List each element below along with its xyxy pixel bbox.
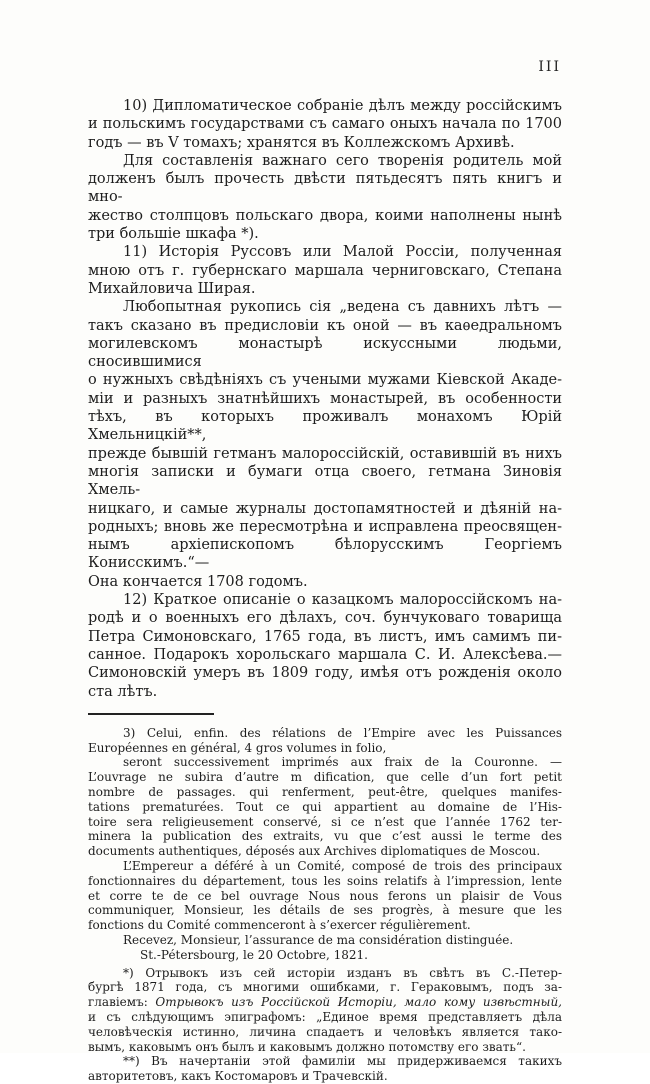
text-line: о нужныхъ свѣдѣніяхъ съ учеными мужами Кіевской Акаде- (88, 372, 562, 389)
text-line: такъ сказано въ предисловіи къ оной — въ каѳедральномъ (88, 317, 562, 334)
text-line: могилевскомъ монастырѣ искуссными людьми, сносившимися (88, 335, 562, 371)
text-line: documents authentiques, déposés aux Archives diplomatiques de Moscou. (88, 844, 541, 859)
text-line: бургѣ 1871 года, съ многими ошибками, г. Гераковымъ, подъ за- (88, 980, 562, 995)
paragraph-item-11 (88, 243, 562, 298)
text-line: тѣхъ, въ которыхъ проживалъ монахомъ Юрій Хмельницкій**, (88, 409, 562, 444)
text-line: человѣческія истинно, личина спадаетъ и человѣкъ является тако- (88, 1024, 562, 1039)
letter-closing-line: Recevez, Monsieur, l’assurance de ma considération distinguée. (123, 932, 514, 947)
text-line: 3) Celui, enfin. des rélations de l’Empire avec les Puissances (123, 725, 562, 740)
text-line: 10) Дипломатическое собраніе дѣлъ между россійскимъ (123, 98, 562, 114)
text-line: 12) Краткое описаніе о казацкомъ малороссійскомъ на- (123, 592, 562, 609)
text-line: ста лѣтъ. (88, 683, 158, 700)
text-line: Для составленія важнаго сего творенія родитель мой (123, 152, 562, 169)
text-line: Européennes en général, 4 gros volumes in folio, (88, 740, 387, 755)
letter-dateline: St.-Pétersbourg, le 20 Octobre, 1821. (140, 947, 368, 962)
text-line: L’Empereur a déféré à un Comité, composé de trois des principaux (123, 858, 562, 873)
text-line: nombre de passages. qui renferment, peut-être, quelques manifes- (88, 784, 562, 799)
text-line: мною отъ г. губернскаго маршала черниговскаго, Степана (88, 262, 562, 279)
text-segment-italic-title: Отрывокъ изъ Россійской Исторіи, мало кому извѣстный, (155, 995, 563, 1010)
text-line: ницкаго, и самые журналы достопамятностей и дѣяній на- (88, 500, 562, 517)
text-line: toire sera religieusement conservé, si ce n’est que l’année 1762 ter- (88, 814, 562, 829)
footnote-separator-rule (88, 713, 214, 715)
paragraph-item-12 (88, 591, 562, 701)
page-number: III (538, 59, 561, 75)
text-line: три большіе шкафа *). (88, 226, 259, 243)
paragraph-item-10-note (88, 152, 562, 243)
text-line (88, 995, 562, 1010)
paragraph-item-11-description (88, 298, 562, 591)
text-line: санное. Подарокъ хорольскаго маршала С. И. Алексѣева.— (88, 646, 562, 663)
text-line: minera la publication des extraits, vu que c’est aussi le terme des (88, 829, 562, 844)
text-line: жество столпцовъ польскаго двора, коими наполнены нынѣ (88, 207, 562, 224)
text-line: и съ слѣдующимъ эпиграфомъ: „Единое время представляетъ дѣла (88, 1009, 562, 1024)
text-line: вымъ, каковымъ онъ былъ и каковымъ должно потомству его звать“. (88, 1039, 526, 1054)
text-line: Любопытная рукопись сія „ведена съ давнихъ лѣтъ — (123, 299, 562, 316)
text-line: нымъ архіепископомъ бѣлорусскимъ Георгіемъ Конисскимъ.“— (88, 537, 562, 572)
text-line: Михайловича Ширая. (88, 280, 256, 297)
text-line: Она кончается 1708 годомъ. (88, 573, 308, 590)
text-line: communiquer, Monsieur, les détails de ses progrès, à mesure que les (88, 903, 562, 918)
text-line: многія записки и бумаги отца своего, гетмана Зиновія Хмель- (88, 463, 562, 499)
text-line: родѣ и о военныхъ его дѣлахъ, соч. бунчуковаго товарища (88, 610, 562, 627)
text-line: авторитетовъ, какъ Костомаровъ и Трачевскій. (88, 1069, 388, 1084)
text-line: родныхъ; вновь же пересмотрѣна и исправлена преосвящен- (88, 518, 562, 535)
text-line: tations prematurées. Tout ce qui appartient au domaine de l’His- (88, 799, 562, 814)
footnote-double-star (88, 1054, 562, 1084)
text-line: прежде бывшій гетманъ малороссійскій, оставившій въ нихъ (88, 445, 562, 462)
text-block (88, 97, 562, 1084)
paragraph-item-10 (88, 97, 562, 152)
text-line: **) Въ начертаніи этой фамиліи мы придерживаемся такихъ (123, 1054, 562, 1069)
text-line: et corre te de ce bel ouvrage Nous nous ferons un plaisir de Vous (88, 888, 562, 903)
text-line: долженъ былъ прочесть двѣсти пятьдесятъ пять книгъ и мно- (88, 171, 562, 206)
text-line: L’ouvrage ne subira d’autre m dification, que celle d’un fort petit (88, 770, 562, 785)
text-line: 11) Исторія Руссовъ или Малой Россіи, полученная (123, 244, 562, 261)
text-line: Петра Симоновскаго, 1765 года, въ листъ, имъ самимъ пи- (88, 628, 562, 645)
text-line: міи и разныхъ знатнѣйшихъ монастырей, въ особенности (88, 390, 562, 407)
footnote-star (88, 966, 562, 1055)
text-line: и польскимъ государствами съ самаго оныхъ начала по 1700 (88, 116, 562, 133)
text-line: Симоновскій умеръ въ 1809 году, имѣя отъ рожденія около (88, 665, 562, 682)
text-line: годъ — въ V томахъ; хранятся въ Коллежскомъ Архивѣ. (88, 134, 515, 151)
footnote-french (88, 726, 562, 963)
text-line: seront successivement imprimés aux fraix de la Couronne. — (123, 755, 562, 770)
text-line: *) Отрывокъ изъ сей исторіи изданъ въ свѣтъ въ С.-Петер- (123, 965, 562, 980)
text-line: fonctions du Comité commenceront à s’exercer régulièrement. (88, 918, 471, 933)
text-segment: главіемъ: (88, 995, 156, 1010)
text-line: fonctionnaires du département, tous les soins relatifs à l’impression, lente (88, 873, 562, 888)
